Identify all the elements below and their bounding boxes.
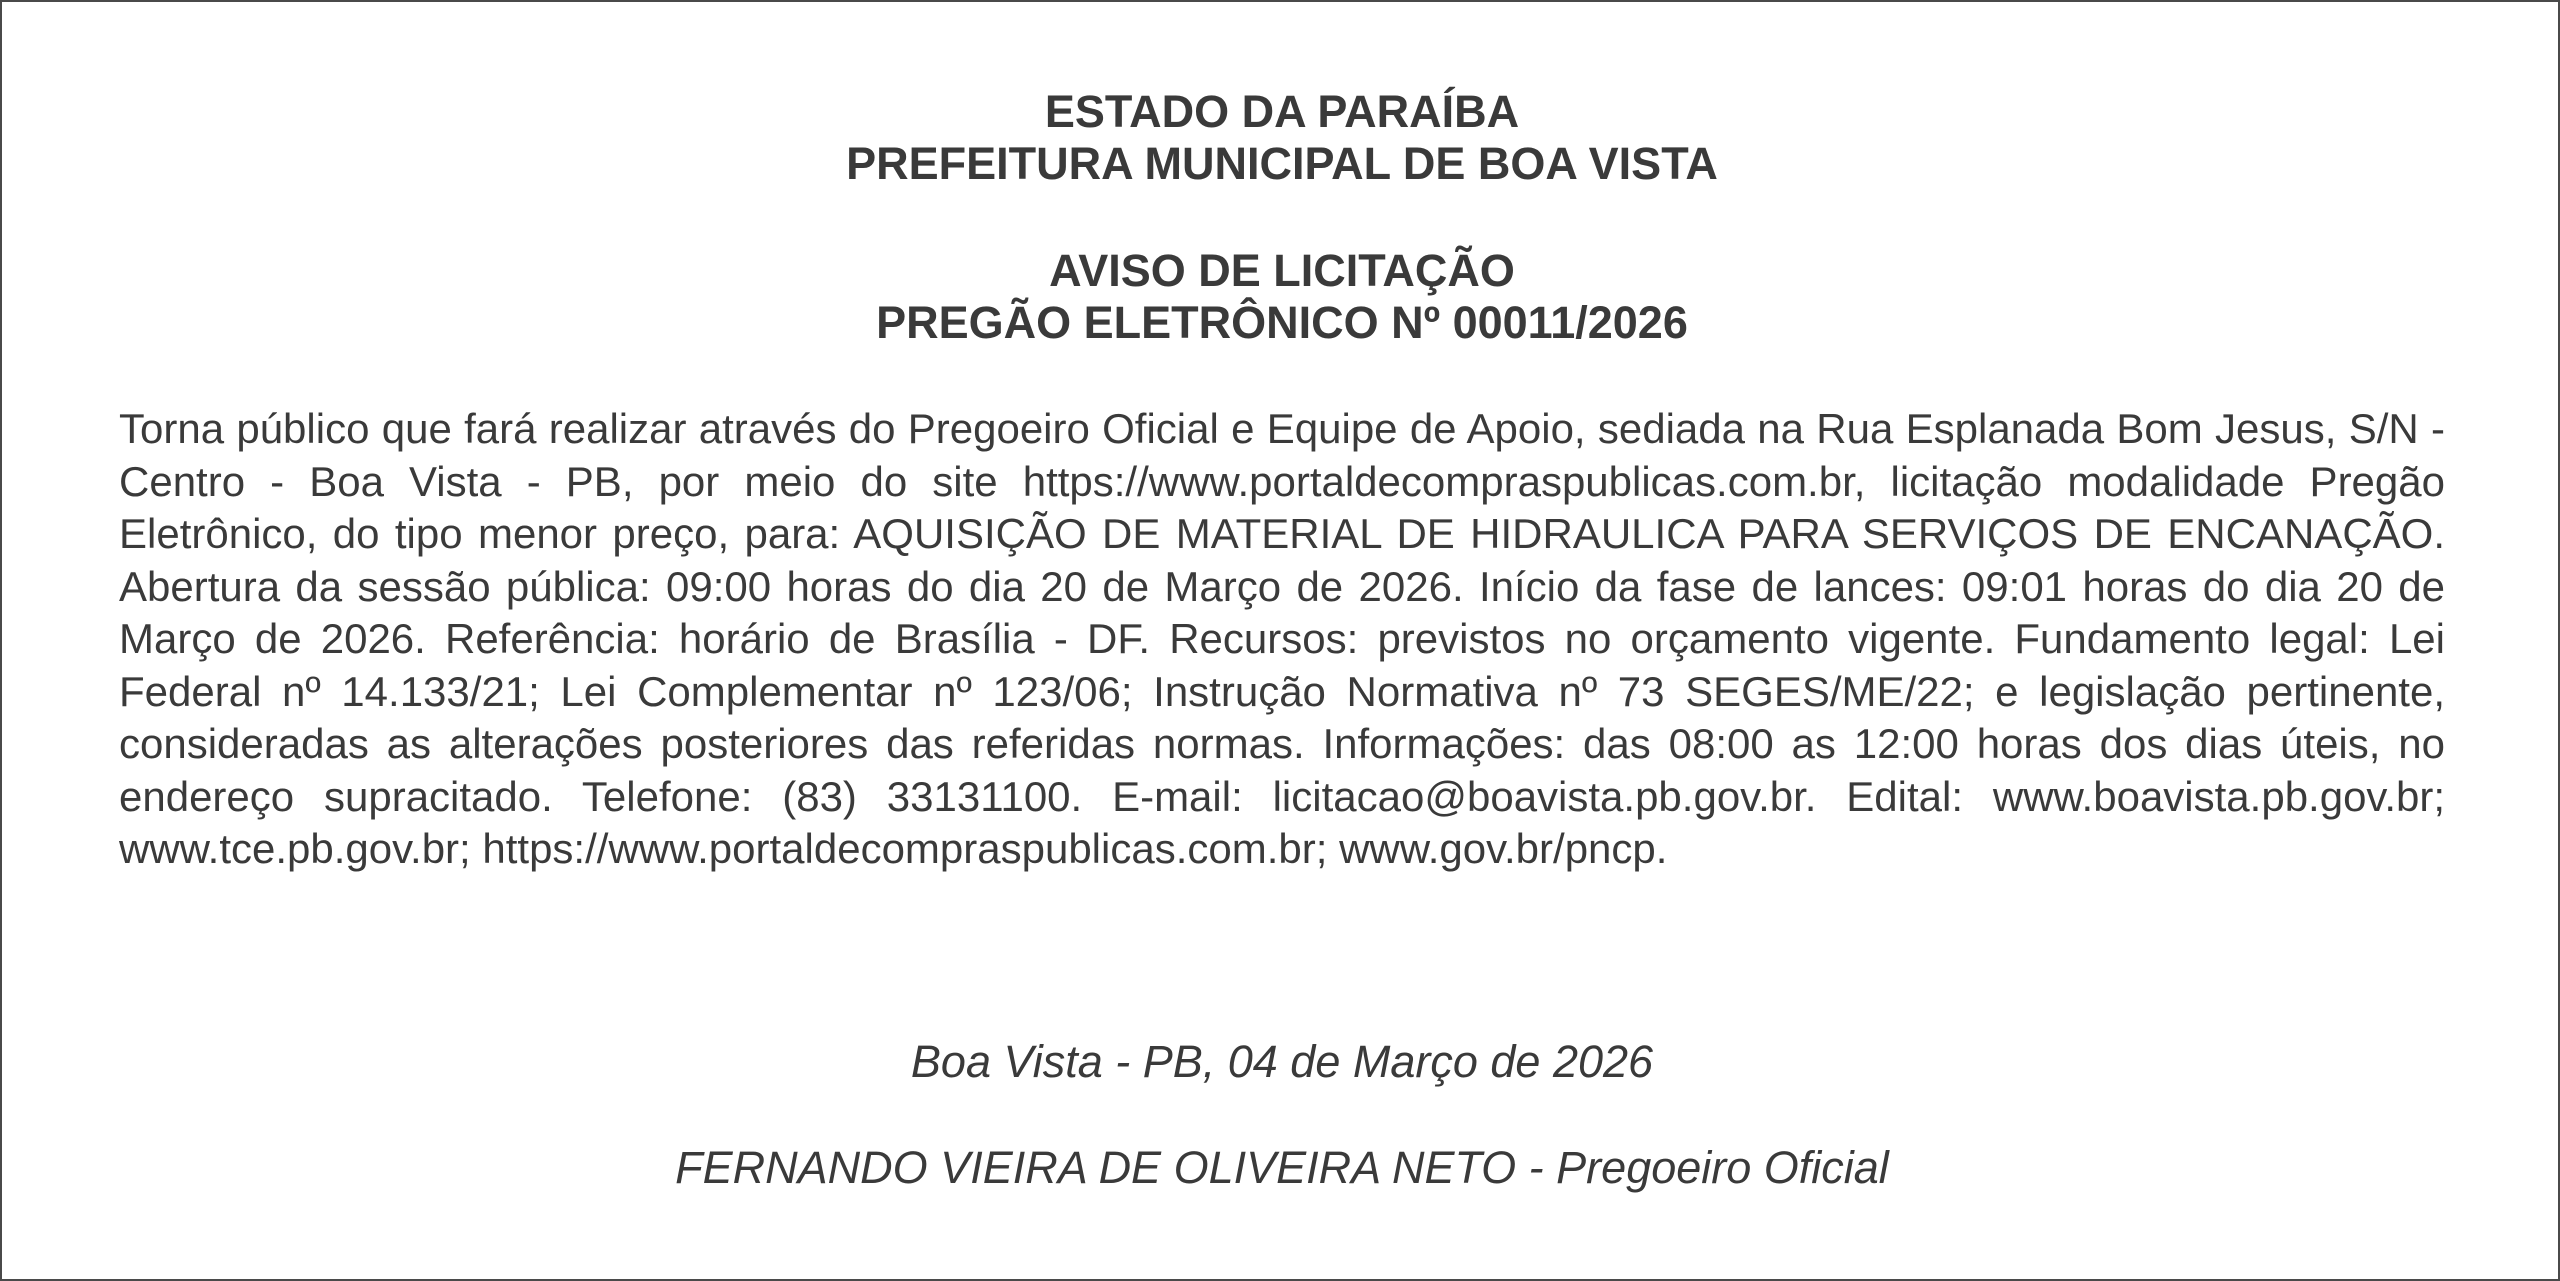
- notice-body: Torna público que fará realizar através do Pregoeiro Oficial e Equipe de Apoio, sediada na Rua Esplanada Bom Jesus, S/N - Centro - Boa Vista - PB, por meio do site https://www.portaldecompraspublicas.com.br, licitação modalidade Pregão Eletrônico, do tipo menor preço, para: AQUISIÇÃO DE MATERIAL DE HIDRAULICA PARA SERVIÇOS DE ENCANAÇÃO. Abertura da sessão pública: 09:00 horas do dia 20 de Março de 2026. Início da fase de lances: 09:01 horas do dia 20 de Março de 2026. Referência: horário de Brasília - DF. Recursos: previstos no orçamento vigente. Fundamento legal: Lei Federal nº 14.133/21; Lei Complementar nº 123/06; Instrução Normativa nº 73 SEGES/ME/22; e legislação pertinente, consideradas as alterações posteriores das referidas normas. Informações: das 08:00 as 12:00 horas dos dias úteis, no endereço supracitado. Telefone: (83) 33131100. E-mail: licitacao@boavista.pb.gov.br. Edital: www.boavista.pb.gov.br; www.tce.pb.gov.br; https://www.portaldecompraspublicas.com.br; www.gov.br/pncp.: [119, 405, 2445, 872]
- place-date: Boa Vista - PB, 04 de Março de 2026: [910, 1036, 1654, 1087]
- issuer-header: [2, 86, 2560, 190]
- signature-line: FERNANDO VIEIRA DE OLIVEIRA NETO - Pregoeiro Oficial: [675, 1142, 1889, 1193]
- notice-title: AVISO DE LICITAÇÃO: [1049, 245, 1515, 296]
- state-name: ESTADO DA PARAÍBA: [1044, 86, 1520, 137]
- municipality-name: PREFEITURA MUNICIPAL DE BOA VISTA: [846, 138, 1718, 189]
- notice-header: [2, 245, 2560, 349]
- notice-number: PREGÃO ELETRÔNICO Nº 00011/2026: [876, 297, 1688, 348]
